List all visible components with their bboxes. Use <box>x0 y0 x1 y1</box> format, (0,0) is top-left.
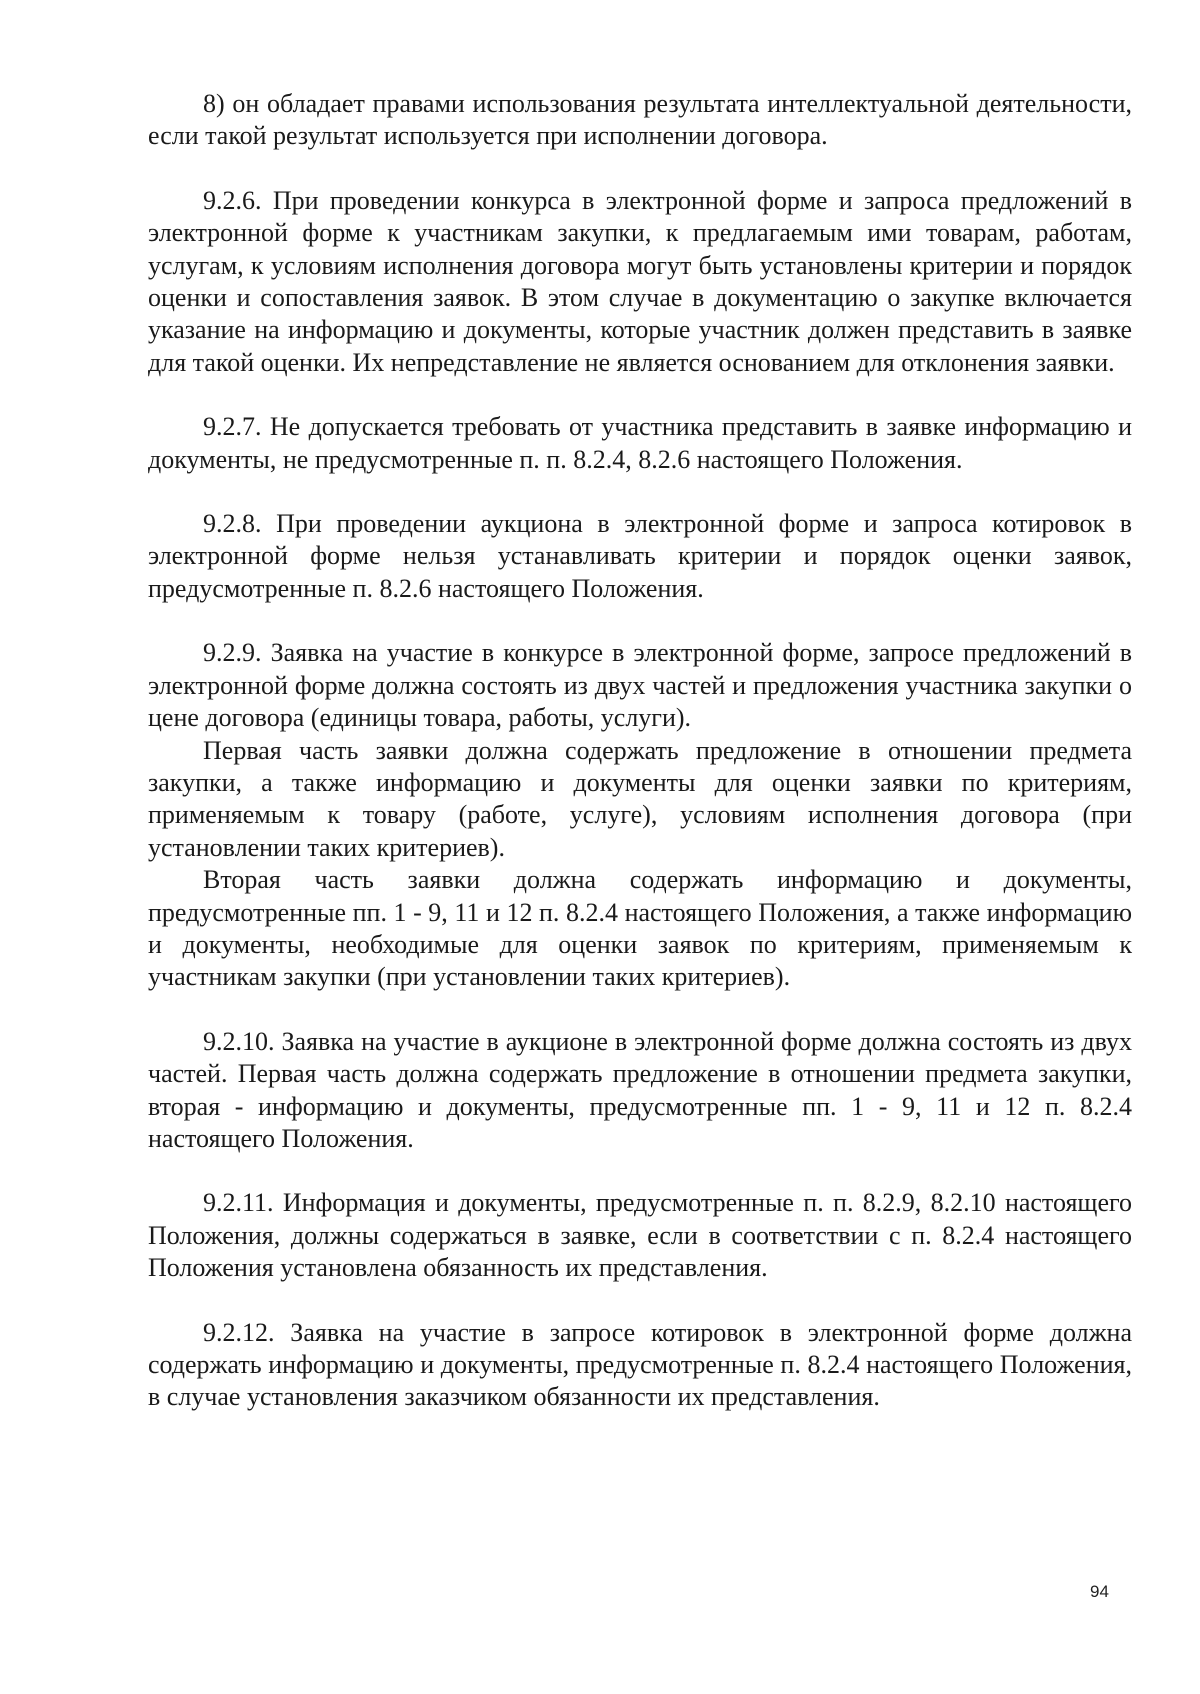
paragraph-9-2-9: 9.2.9. Заявка на участие в конкурсе в электронной форме, запросе предложений в электронной форме должна состоять из двух частей и предложения участника закупки о цене договора (единицы товара, работы, услуги). <box>148 638 1132 733</box>
document-page <box>148 88 1132 1414</box>
paragraph-9-2-7: 9.2.7. Не допускается требовать от участника представить в заявке информацию и документы, не предусмотренные п. п. 8.2.4, 8.2.6 настоящего Положения. <box>148 412 1132 474</box>
paragraph-9-2-9-first-part: Первая часть заявки должна содержать предложение в отношении предмета закупки, а также информацию и документы для оценки заявки по критериям, применяемым к товару (работе, услуге), условиям исполнения договора (при установлении таких критериев). <box>148 735 1132 862</box>
paragraph-9-2-6: 9.2.6. При проведении конкурса в электронной форме и запроса предложений в электронной форме к участникам закупки, к предлагаемым ими товарам, работам, услугам, к условиям исполнения договора могут быть установлены критерии и порядок оценки и сопоставления заявок. В этом случае в документацию о закупке включается указание на информацию и документы, которые участник должен представить в заявке для такой оценки. Их непредставление не является основанием для отклонения заявки. <box>148 185 1132 377</box>
paragraph-item-8: 8) он обладает правами использования результата интеллектуальной деятельности, если такой результат используется при исполнении договора. <box>148 89 1132 151</box>
paragraph-9-2-9-second-part: Вторая часть заявки должна содержать информацию и документы, предусмотренные пп. 1 - 9, 11 и 12 п. 8.2.4 настоящего Положения, а также информацию и документы, необходимые для оценки заявок по критериям, применяемым к участникам закупки (при установлении таких критериев). <box>148 865 1132 992</box>
paragraph-9-2-8: 9.2.8. При проведении аукциона в электронной форме и запроса котировок в электронной форме нельзя устанавливать критерии и порядок оценки заявок, предусмотренные п. 8.2.6 настоящего Положения. <box>148 509 1132 603</box>
paragraph-9-2-11: 9.2.11. Информация и документы, предусмотренные п. п. 8.2.9, 8.2.10 настоящего Положения, должны содержаться в заявке, если в соответствии с п. 8.2.4 настоящего Положения установлена обязанность их представления. <box>148 1188 1132 1283</box>
paragraph-9-2-10: 9.2.10. Заявка на участие в аукционе в электронной форме должна состоять из двух частей. Первая часть должна содержать предложение в отношении предмета закупки, вторая - информацию и документы, предусмотренные пп. 1 - 9, 11 и 12 п. 8.2.4 настоящего Положения. <box>148 1026 1132 1153</box>
paragraph-9-2-12: 9.2.12. Заявка на участие в запросе котировок в электронной форме должна содержать информацию и документы, предусмотренные п. 8.2.4 настоящего Положения, в случае установления заказчиком обязанности их представления. <box>148 1317 1132 1412</box>
page-number: 94 <box>1090 1582 1109 1601</box>
